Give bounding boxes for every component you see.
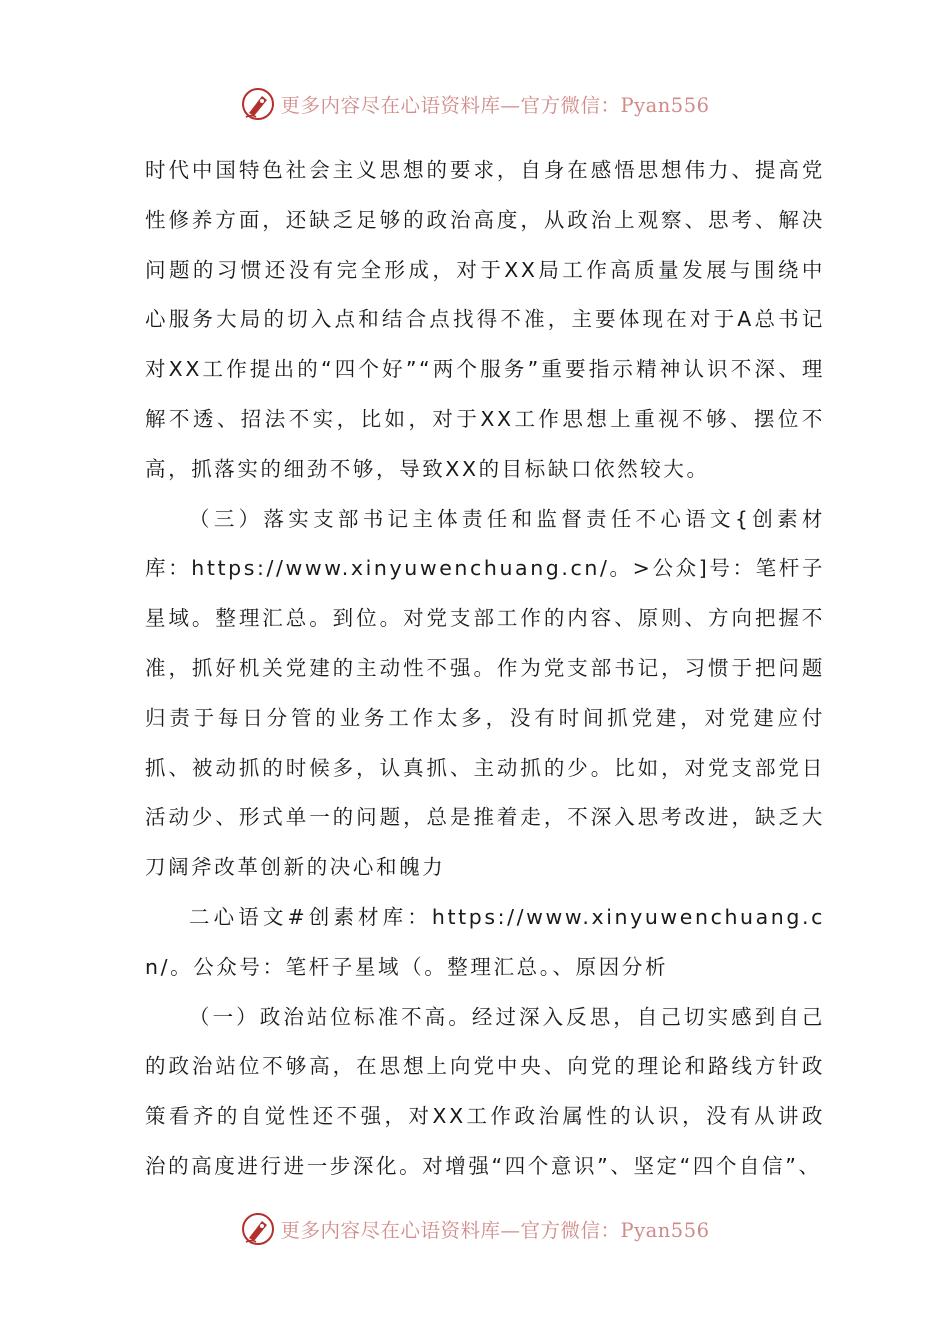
pen-nib-logo-icon [240,1211,276,1247]
pen-nib-logo-icon [240,86,276,122]
footer-banner [0,1207,950,1251]
paragraph-4: （一）政治站位标准不高。经过深入反思，自己切实感到自己的政治站位不够高，在思想上向党中央、向党的理论和路线方针政策看齐的自觉性还不强，对XX工作政治属性的认识，没有从讲政治的高度进行进一步深化。对增强“四个意识”、坚定“四个自信”、 [145,1004,825,1178]
header-banner [0,82,950,126]
paragraph-1: 时代中国特色社会主义思想的要求，自身在感悟思想伟力、提高党性修养方面，还缺乏足够的政治高度，从政治上观察、思考、解决问题的习惯还没有完全形成，对于XX局工作高质量发展与围绕中心服务大局的切入点和结合点找得不准，主要体现在对于A总书记对XX工作提出的“四个好”“两个服务”重要指示精神认识不深、理解不透、招法不实，比如，对于XX工作思想上重视不够、摆位不高，抓落实的细劲不够，导致XX的目标缺口依然较大。 [145,158,825,481]
paragraph-2: （三）落实支部书记主体责任和监督责任不心语文{创素材库：https://www.xinyuwenchuang.cn/。>公众]号：笔杆子星域。整理汇总。到位。对党支部工作的内容、原则、方向把握不准，抓好机关党建的主动性不强。作为党支部书记，习惯于把问题归责于每日分管的业务工作太多，没有时间抓党建，对党建应付抓、被动抓的时候多，认真抓、主动抓的少。比如，对党支部党日活动少、形式单一的问题，总是推着走，不深入思考改进，缺乏大刀阔斧改革创新的决心和魄力 [145,506,825,880]
footer-banner-text: 更多内容尽在心语资料库—官方微信：Pyan556 [280,1219,710,1242]
paragraph-3: 二心语文#创素材库：https://www.xinyuwenchuang.cn/。公众号：笔杆子星域（。整理汇总。、原因分析 [145,904,825,979]
document-body [145,146,825,1192]
header-banner-text: 更多内容尽在心语资料库—官方微信：Pyan556 [280,94,710,117]
